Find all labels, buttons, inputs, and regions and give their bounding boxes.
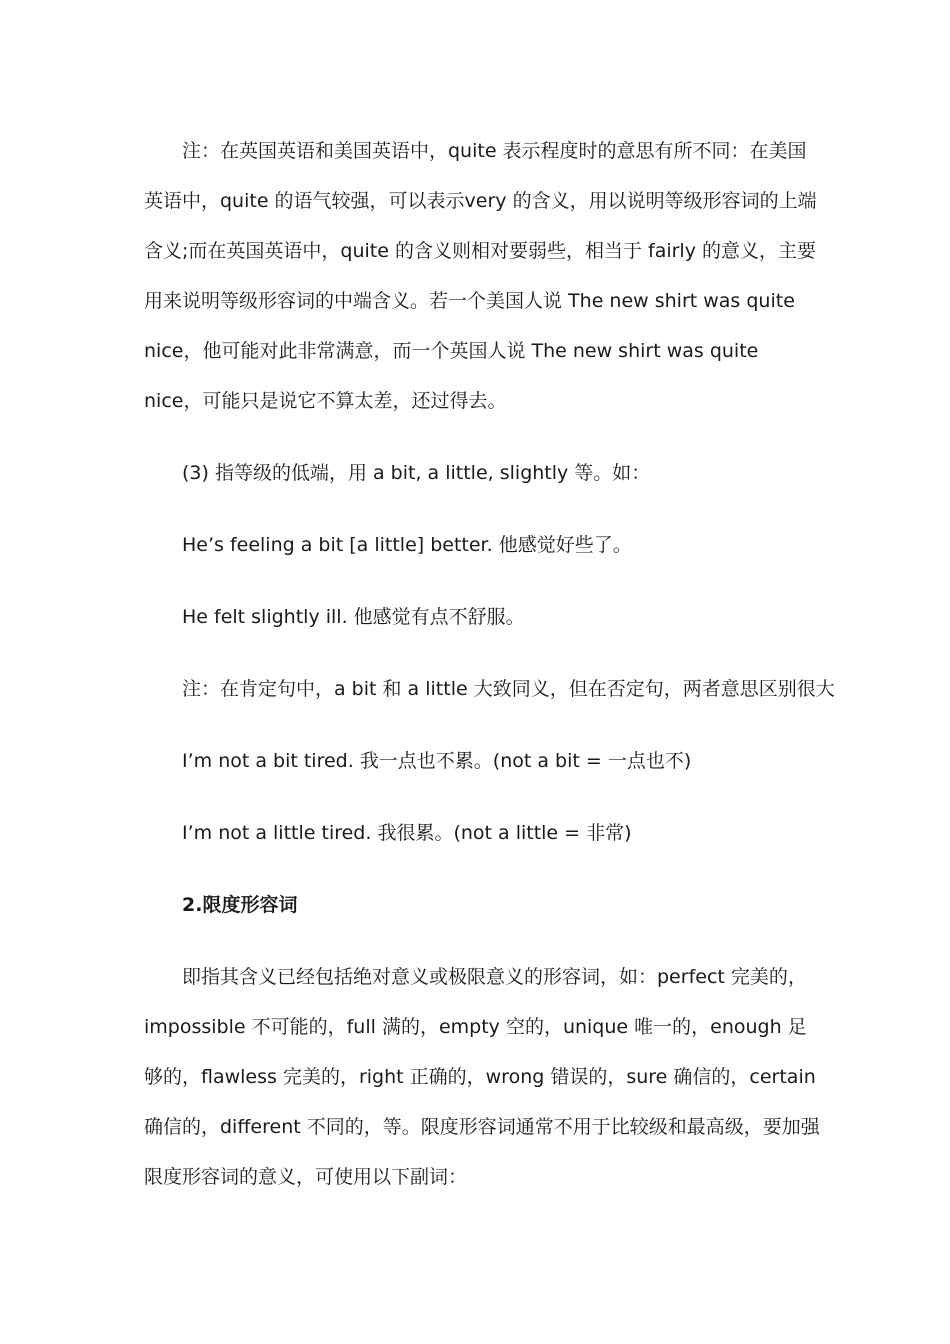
- example-sentence-4: I’m not a little tired. 我很累。(not a little = 非常): [182, 822, 632, 844]
- example-sentence-3: I’m not a bit tired. 我一点也不累。(not a bit = 一点也不): [182, 750, 692, 772]
- paragraph-gap: [144, 714, 820, 736]
- paragraph-gap: [144, 642, 820, 664]
- paragraph-gap: [144, 858, 820, 880]
- section-heading: 2.限度形容词: [182, 894, 298, 916]
- paragraph-gap: [144, 786, 820, 808]
- paragraph-limit-adjectives: 即指其含义已经包括绝对意义或极限意义的形容词，如：perfect 完美的，impossible 不可能的，full 满的，empty 空的，unique 唯一的，enough 足够的，flawless 完美的，right 正确的，wrong 错误的，sure 确信的，certain 确信的，different 不同的，等。限度形容词通常不用于比较级和最高级，要加强限度形容词的意义，可使用以下副词：: [144, 966, 820, 1188]
- paragraph-note-bit: 注：在肯定句中，a bit 和 a little 大致同义，但在否定句，两者意思区别很大: [182, 678, 835, 700]
- paragraph-gap: [144, 570, 820, 592]
- example-sentence-1: He’s feeling a bit [a little] better. 他感觉好些了。: [182, 534, 632, 556]
- paragraph-point-3: (3) 指等级的低端，用 a bit, a little, slightly 等。如：: [182, 462, 651, 484]
- paragraph-gap: [144, 498, 820, 520]
- paragraph-gap: [144, 930, 820, 952]
- paragraph-note-quite: 注：在英国英语和美国英语中，quite 表示程度时的意思有所不同：在美国英语中，quite 的语气较强，可以表示very 的含义，用以说明等级形容词的上端含义;而在英国英语中，quite 的含义则相对要弱些，相当于 fairly 的意义，主要用来说明等级形容词的中端含义。若一个美国人说 The new shirt was quite nice，他可能对此非常满意，而一个英国人说 The new shirt was quite nice，可能只是说它不算太差，还过得去。: [144, 140, 817, 412]
- paragraph-gap: [144, 426, 820, 448]
- example-sentence-2: He felt slightly ill. 他感觉有点不舒服。: [182, 606, 525, 628]
- document-body: [144, 126, 835, 1202]
